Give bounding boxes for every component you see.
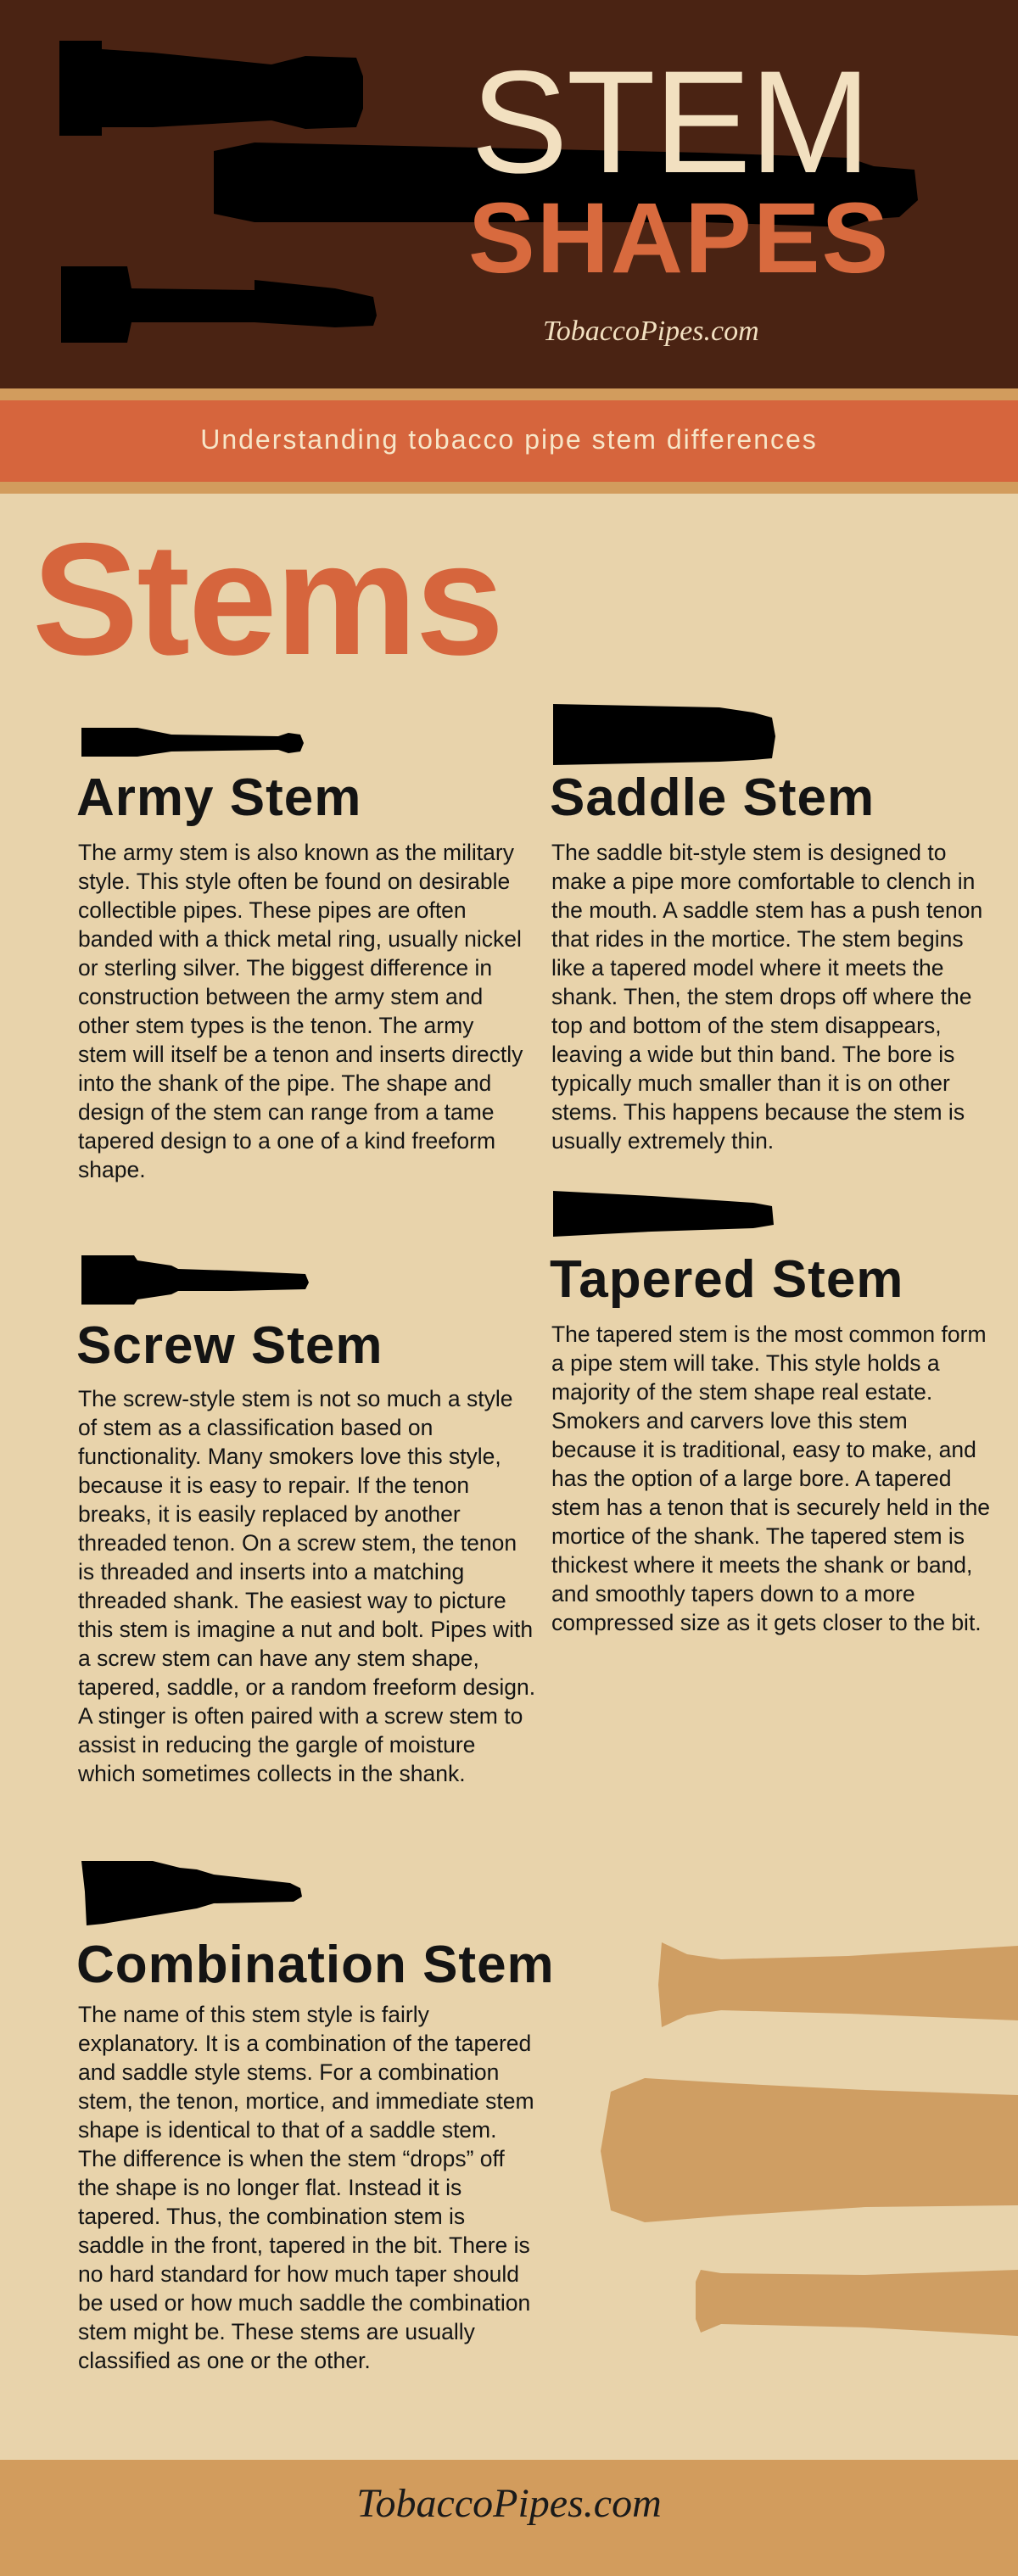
- header-title-stem: STEM: [471, 41, 870, 204]
- army-stem-body: The army stem is also known as the military style. This style often be found on desirable collectible pipes. These pipes are often banded with a thick metal ring, usually nickel or sterling silver. The biggest difference in construction between the army stem and other stem types is the tenon. The army stem will itself be a tenon and inserts directly into the shank of the pipe. The shape and design of the stem can range from a tame tapered design to a one of a kind freeform shape.: [78, 840, 523, 1182]
- combination-stem-body: The name of this stem style is fairly explanatory. It is a combination of the tapered and saddle style stems. For a combination stem, the tenon, mortice, and immediate stem shape is identical to that of a saddle stem. The difference is when the stem “drops” off the shape is no longer flat. Instead it is tapered. Thus, the combination stem is saddle in the front, tapered in the bit. There is no hard standard for how much taper should be used or how much saddle the combination stem might be. These stems are usually classified as one or the other.: [78, 2002, 534, 2373]
- screw-stem-icon: [78, 1254, 312, 1306]
- header-logo[interactable]: TobaccoPipes.com: [543, 316, 759, 347]
- saddle-stem-icon: [550, 699, 779, 768]
- header-banner: [0, 0, 1018, 388]
- saddle-stem-body: The saddle bit-style stem is designed to make a pipe more comfortable to clench in the mouth. A saddle stem has a push tenon that rides in the mortice. The stem begins like a tapered model where it meets the shank. Then, the stem drops off where the top and bottom of the stem disappears, leaving a wide but thin band. The bore is typically much smaller than it is on other stems. This happens because the stem is usually extremely thin.: [551, 840, 983, 1154]
- army-stem-title: Army Stem: [76, 768, 362, 827]
- band-divider-bottom: [0, 482, 1018, 494]
- tapered-stem-icon: [550, 1187, 777, 1240]
- screw-stem-title: Screw Stem: [76, 1316, 383, 1375]
- band-divider-top: [0, 388, 1018, 400]
- combination-stem-icon: [78, 1858, 307, 1929]
- screw-stem-body: The screw-style stem is not so much a style of stem as a classification based on functionality. Many smokers love this style, because it is easy to repair. If the tenon breaks, it is easily replaced by another threaded tenon. On a screw stem, the tenon is threaded and inserts into a matching threaded shank. The easiest way to picture this stem is imagine a nut and bolt. Pipes with a screw stem can have any stem shape, tapered, saddle, or a random freeform design. A stinger is often paired with a screw stem to assist in reducing the gargle of moisture which sometimes collects in the shank.: [78, 1386, 536, 1786]
- decorative-stems-silhouette: [594, 1925, 1018, 2366]
- footer-logo[interactable]: TobaccoPipes.com: [356, 2481, 662, 2526]
- tapered-stem-title: Tapered Stem: [550, 1250, 904, 1309]
- header-title-shapes: SHAPES: [468, 182, 891, 294]
- subtitle-text: Understanding tobacco pipe stem differences: [200, 424, 818, 455]
- tapered-stem-body: The tapered stem is the most common form a pipe stem will take. This style holds a majority of the stem shape real estate. Smokers and carvers love this stem because it is traditional, easy to make, and has the option of a large bore. A tapered stem has a tenon that is securely held in the mortice of the shank. The tapered stem is thickest where it meets the shank or band, and smoothly tapers down to a more compressed size as it gets closer to the bit.: [551, 1322, 991, 1635]
- page-title: Stems: [32, 510, 503, 688]
- saddle-stem-title: Saddle Stem: [550, 768, 875, 827]
- army-stem-icon: [78, 723, 307, 762]
- combination-stem-title: Combination Stem: [76, 1936, 555, 1994]
